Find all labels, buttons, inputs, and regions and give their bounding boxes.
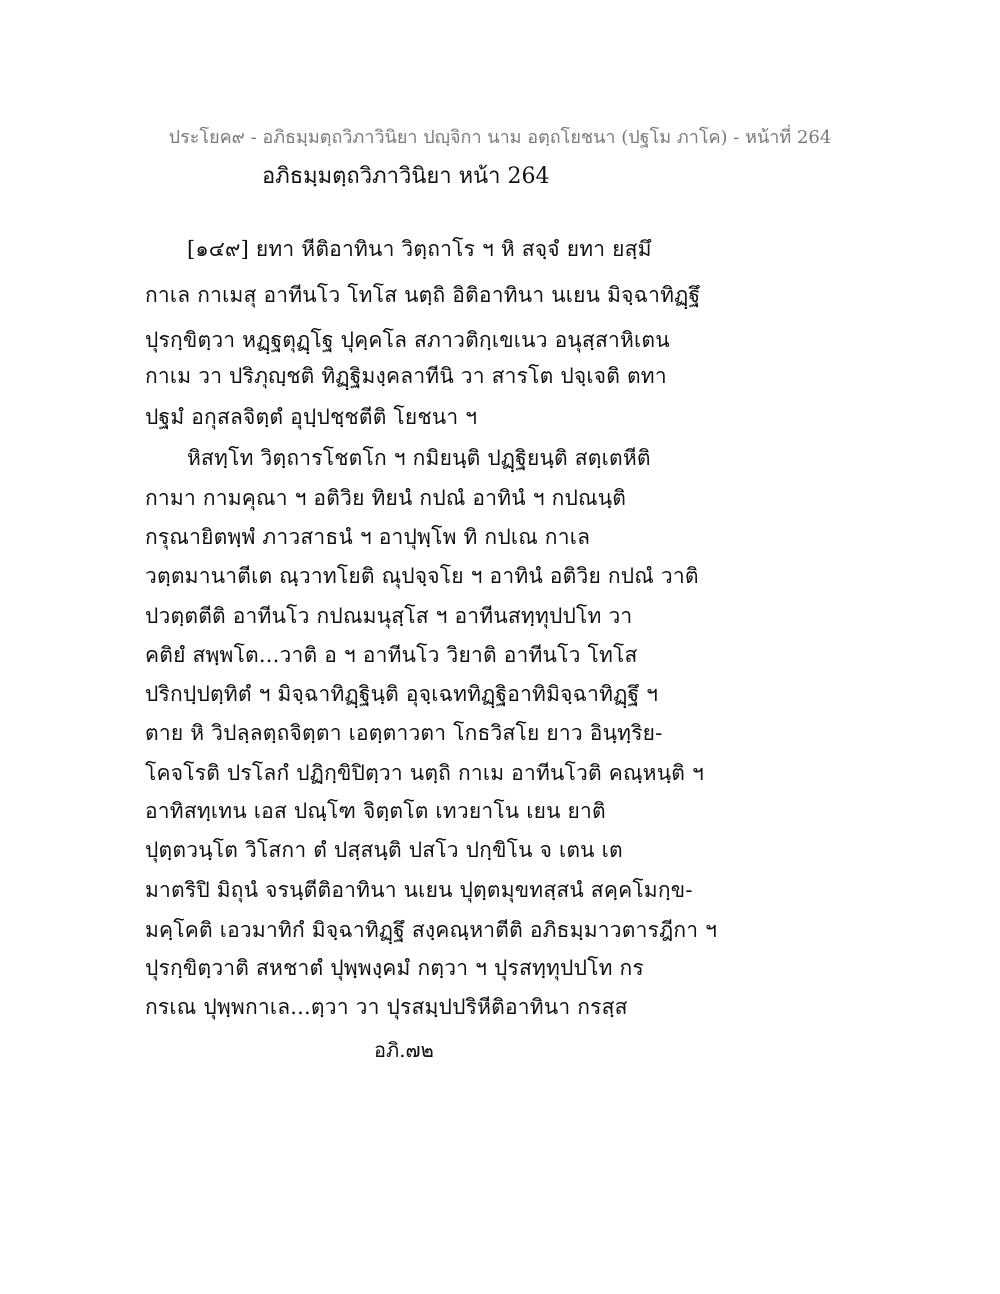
text-line: กาเล กาเมสุ อาทีนโว โทโส นตฺถิ อิติอาทินา นเยน มิจฺฉาทิฏฺฐึ — [145, 283, 701, 307]
text-line: หิสทฺโท วิตฺถารโชตโก ฯ กมิยนฺติ ปฏฺฐิยนฺติ สตฺเตหีติ — [187, 446, 651, 470]
page-footer-code: อภิ.๗๒ — [374, 1038, 434, 1062]
text-line: ปุรกฺขิตฺวาติ สหชาตํ ปุพฺพงฺคมํ กตฺวา ฯ ปุรสทฺทุปปโท กร — [145, 956, 644, 980]
text-line: ปวตฺตตีติ อาทีนโว กปณมนุสฺโส ฯ อาทีนสทฺทุปปโท วา — [145, 604, 633, 628]
running-header: ประโยค๙ - อภิธมฺมตฺถวิภาวินิยา ปญฺจิกา นาม อตฺถโยชนา (ปฐโม ภาโค) - หน้าที่ 264 — [168, 127, 832, 148]
text-line: ปุตฺตวนฺโต วิโสกา ตํ ปสฺสนฺติ ปสโว ปกฺขิโน จ เตน เต — [145, 838, 623, 862]
text-line: อาทิสทฺเทน เอส ปณฺโฑ จิตฺตโต เทวยาโน เยน ยาติ — [145, 799, 606, 823]
text-line: มาตริปิ มิถุนํ จรนฺตีติอาทินา นเยน ปุตฺตมุขทสฺสนํ สคฺคโมกฺข- — [145, 878, 693, 902]
text-line: กาเม วา ปริภุญฺชติ ทิฏฺฐิมงฺคลาทีนิ วา สารโต ปจฺเจติ ตทา — [145, 364, 667, 388]
text-line: ตาย หิ วิปลฺลตฺถจิตฺตา เอตฺตาวตา โกธวิสโย ยาว อินฺทฺริย- — [145, 721, 663, 745]
text-line: กรุณายิตพฺพํ ภาวสาธนํ ฯ อาปุพฺโพ ทิ กปเณ กาเล — [145, 525, 591, 549]
text-line: มคฺโคติ เอวมาทิกํ มิจฺฉาทิฏฺฐึ สงฺคณฺหาตีติ อภิธมฺมาวตารฎีกา ฯ — [145, 918, 718, 942]
text-line: กามา กามคุณา ฯ อติวิย ทิยนํ กปณํ อาทินํ ฯ กปณนฺติ — [145, 486, 627, 510]
text-line: คติยํ สพฺพโต...วาติ อ ฯ อาทีนโว วิยาติ อาทีนโว โทโส — [145, 643, 638, 667]
text-line: วตฺตมานาตีเต ณฺวาทโยติ ณุปจฺจโย ฯ อาทินํ อติวิย กปณํ วาติ — [145, 564, 699, 588]
text-line: ปฐมํ อกุสลจิตฺตํ อุปฺปชฺชตีติ โยชนา ฯ — [145, 405, 478, 429]
text-line: กรเณ ปุพฺพกาเล...ตฺวา วา ปุรสมฺปปริหีติอาทินา กรสฺส — [145, 995, 628, 1019]
page-title: อภิธมฺมตฺถวิภาวินิยา หน้า 264 — [262, 164, 550, 189]
text-line: ปริกปฺปตฺทิตํ ฯ มิจฺฉาทิฏฺฐินฺติ อุจฺเฉททิฏฺฐิอาทิมิจฺฉาทิฏฺฐึ ฯ — [145, 682, 659, 706]
text-line: ปุรกฺขิตฺวา หฏฺฐตุฏฺโฐ ปุคฺคโล สภาวติกฺเขเนว อนุสฺสาหิเตน — [145, 328, 670, 352]
text-line: โคจโรติ ปรโลกํ ปฏิกฺขิปิตฺวา นตฺถิ กาเม อาทีนโวติ คณฺหนฺติ ฯ — [145, 761, 704, 785]
text-line: [๑๔๙] ยทา หีติอาทินา วิตฺถาโร ฯ หิ สจฺจํ ยทา ยสฺมึ — [187, 237, 652, 261]
